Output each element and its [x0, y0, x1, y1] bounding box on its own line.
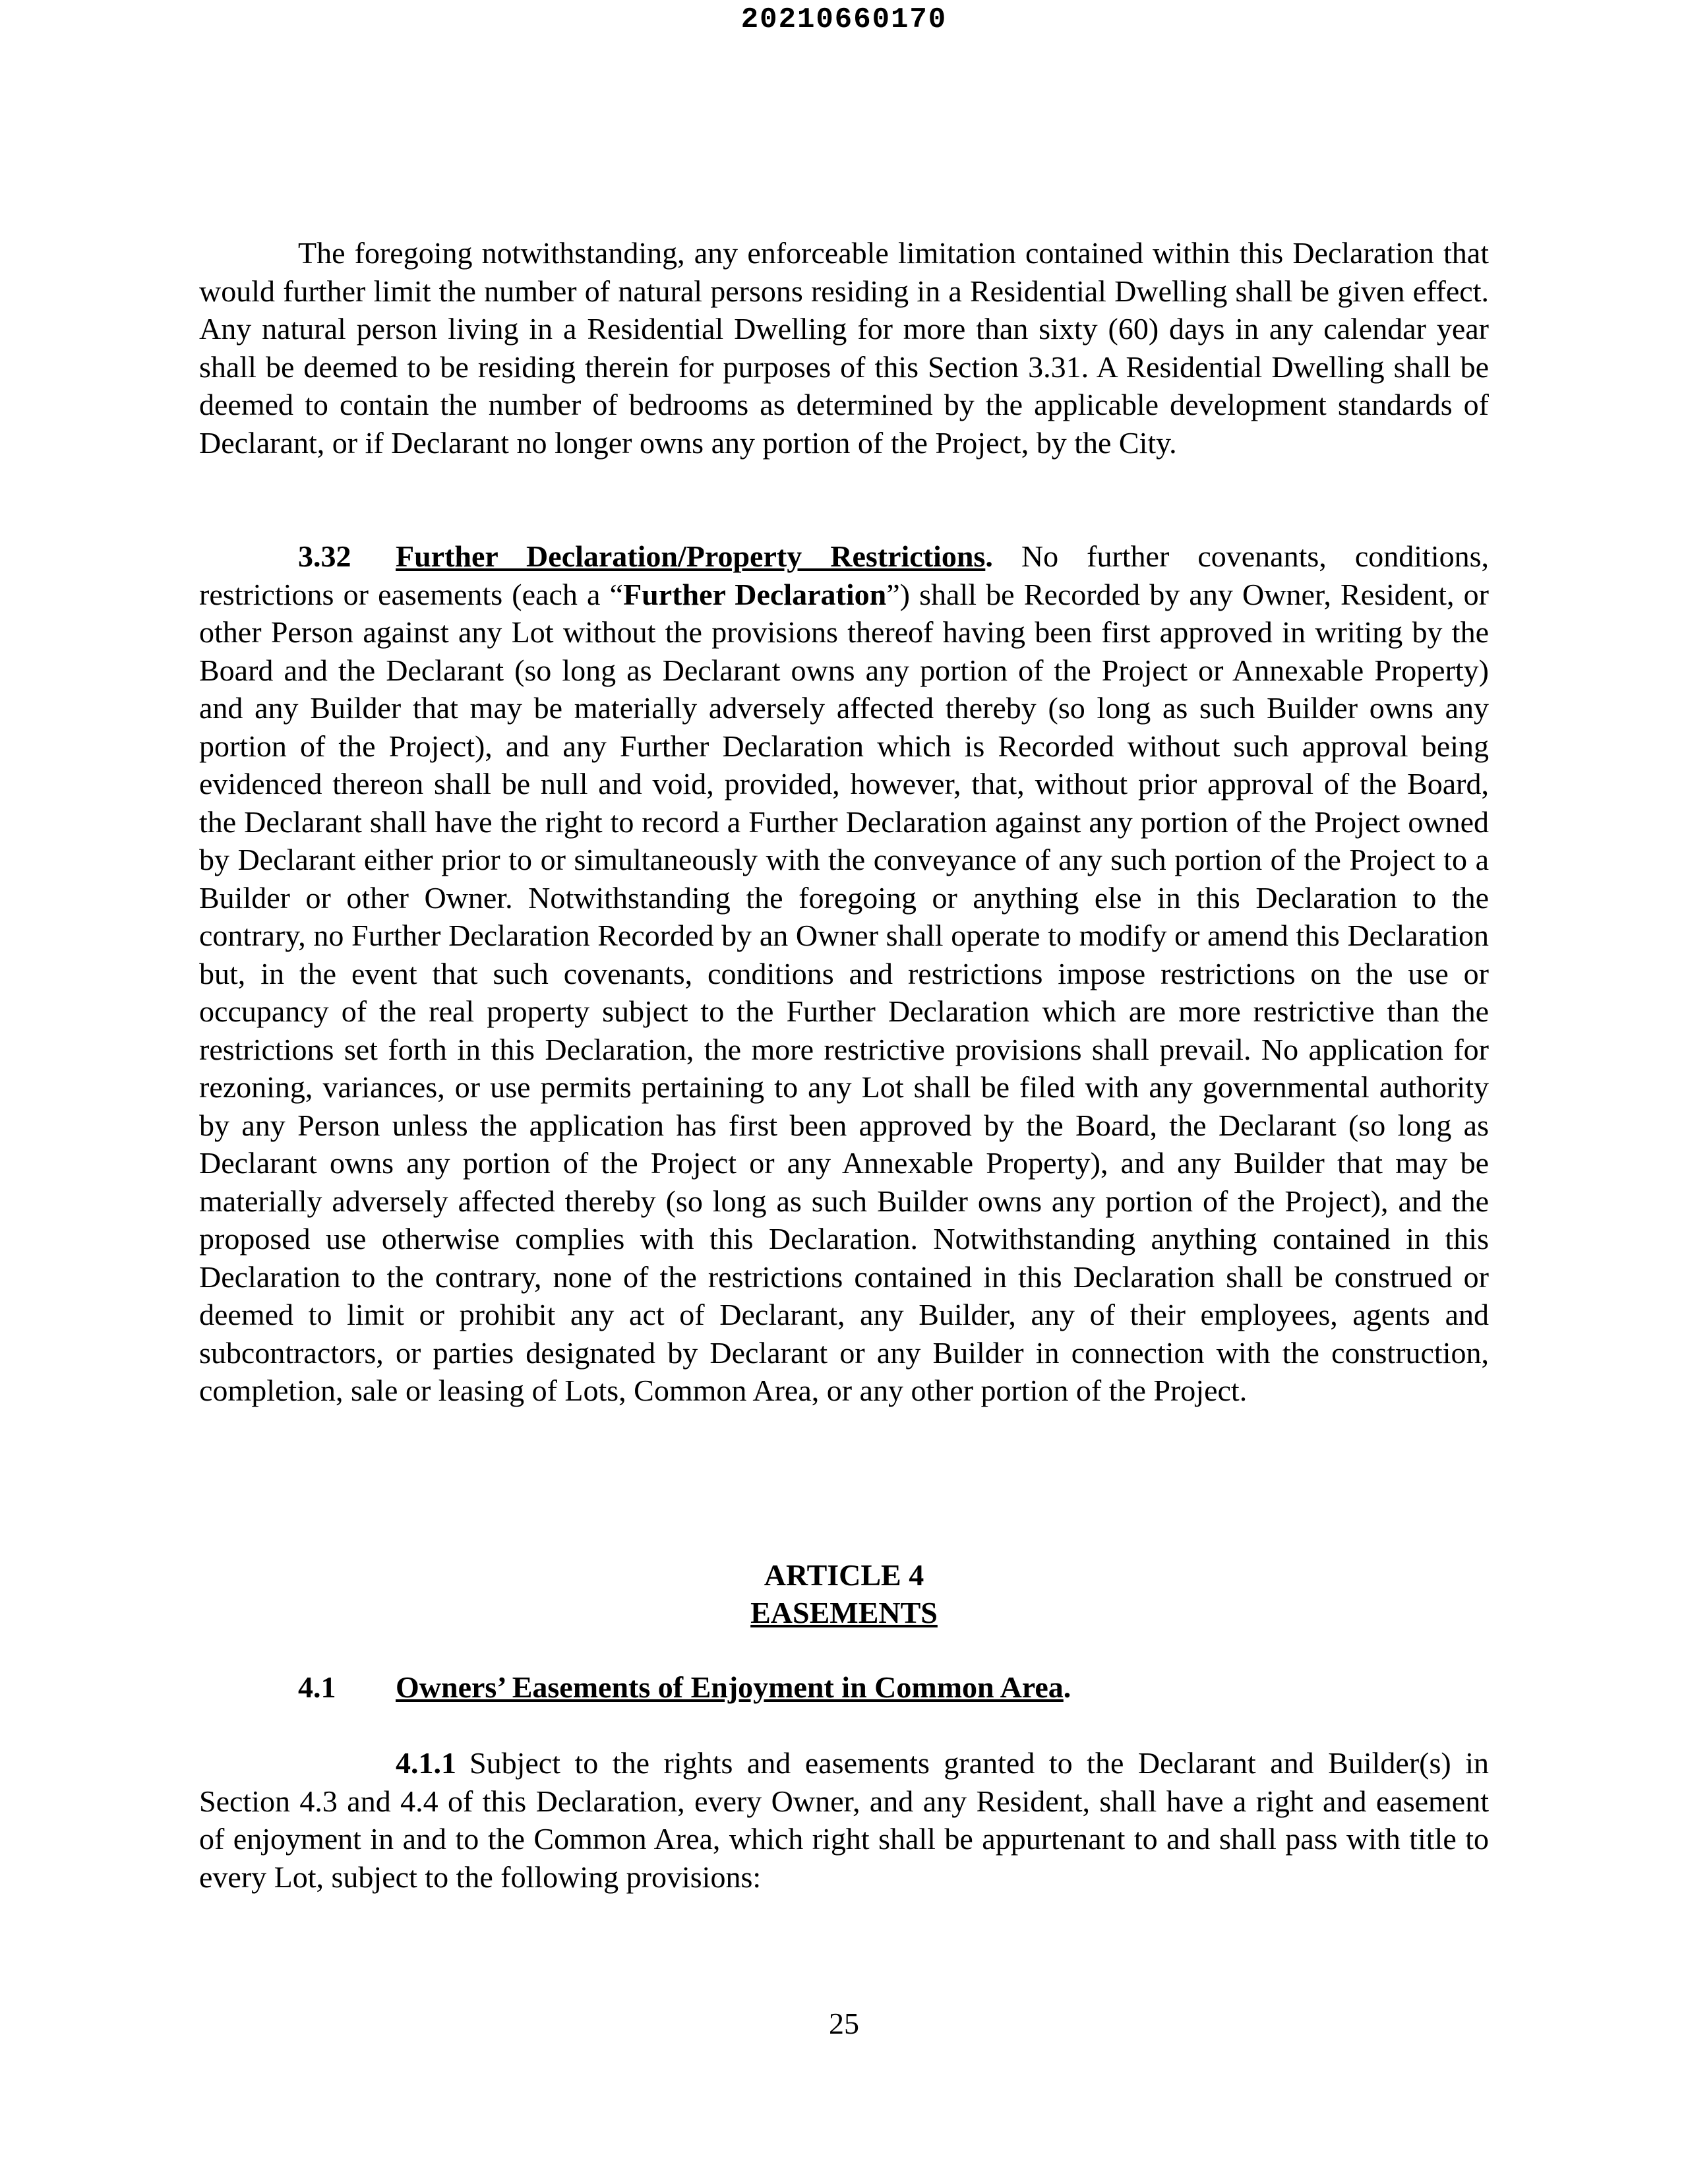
section-4-1-heading	[298, 1668, 1071, 1706]
section-4-1-1-text: Subject to the rights and easements granted to the Declarant and Builder(s) in Section 4.3 and 4.4 of this Declaration, every Owner, and any Resident, shall have a right and easement of enjoyment in and to the Common Area, which right shall be appurtenant to and shall pass with title to every Lot, subject to the following provisions:	[199, 1746, 1489, 1894]
section-4-1-number: 4.1	[298, 1670, 336, 1704]
section-4-1-title: Owners’ Easements of Enjoyment in Common Area	[396, 1670, 1064, 1704]
document-number: 20210660170	[740, 3, 948, 36]
section-3-32-text-body: ”) shall be Recorded by any Owner, Resident, or other Person against any Lot without the provisions thereof having been first approved in writing by the Board and the Declarant (so long as Declarant owns any portion of the Project or Annexable Property) and any Builder that may be materially adversely affected thereby (so long as such Builder owns any portion of the Project), and any Further Declaration which is Recorded without such approval being evidenced thereon shall be null and void, provided, however, that, without prior approval of the Board, the Declarant shall have the right to record a Further Declaration against any portion of the Project owned by Declarant either prior to or simultaneously with the conveyance of any such portion of the Project to a Builder or other Owner. Notwithstanding the foregoing or anything else in this Declaration to the contrary, no Further Declaration Recorded by an Owner shall operate to modify or amend this Declaration but, in the event that such covenants, conditions and restrictions impose restrictions on the use or occupancy of the real property subject to the Further Declaration which are more restrictive than the restrictions set forth in this Declaration, the more restrictive provisions shall prevail. No application for rezoning, variances, or use permits pertaining to any Lot shall be filed with any governmental authority by any Person unless the application has first been approved by the Board, the Declarant (so long as Declarant owns any portion of the Project or any Annexable Property), and any Builder that may be materially adversely affected thereby (so long as such Builder owns any portion of the Project), and the proposed use otherwise complies with this Declaration. Notwithstanding anything contained in this Declaration to the contrary, none of the restrictions contained in this Declaration shall be construed or deemed to limit or prohibit any act of Declarant, any Builder, any of their employees, agents and subcontractors, or parties designated by Declarant or any Builder in connection with the construction, completion, sale or leasing of Lots, Common Area, or any other portion of the Project.	[199, 577, 1490, 1407]
section-4-1-1-number: 4.1.1	[396, 1746, 456, 1780]
article-4-title: EASEMENTS	[750, 1596, 938, 1629]
paragraph-occupancy-limits: The foregoing notwithstanding, any enforceable limitation contained within this Declaration that would further limit the number of natural persons residing in a Residential Dwelling shall be given effect. Any natural person living in a Residential Dwelling for more than sixty (60) days in any calendar year shall be deemed to be residing therein for purposes of this Section 3.31. A Residential Dwelling shall be deemed to contain the number of bedrooms as determined by the applicable development standards of Declarant, or if Declarant no longer owns any portion of the Project, by the City.	[199, 236, 1489, 460]
article-4-heading	[0, 1556, 1688, 1631]
page-number: 25	[829, 2007, 859, 2040]
section-3-32-paragraph	[199, 537, 1489, 1410]
defined-term-further-declaration: Further Declaration	[623, 577, 887, 611]
section-4-1-title-period: .	[1063, 1670, 1071, 1704]
article-4-label: ARTICLE 4	[764, 1558, 924, 1592]
section-3-32-text-start: No further covenants, conditions, restrictions or easements (each a “	[199, 539, 1489, 611]
section-3-32-title-period: .	[985, 539, 993, 573]
section-4-1-1-paragraph	[199, 1744, 1489, 1896]
section-3-32-title: Further Declaration/Property Restrictions	[396, 539, 986, 573]
section-3-32-number: 3.32	[298, 539, 351, 573]
